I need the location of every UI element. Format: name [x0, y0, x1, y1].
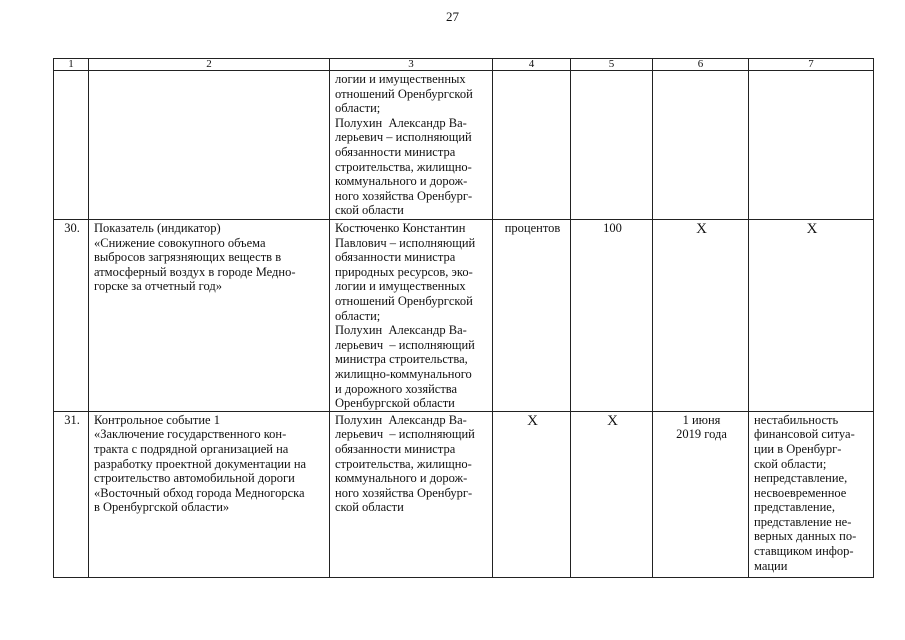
- responsible-cell: Костюченко Константин Павлович – исполняющий обязанности министра природных ресурсов, эко- логии и имущественных отношений Оренбургской области; Полухин Александр Ва- лерьевич – исполняющий министра строительства, жилищно-коммунального и дорожного хозяйства Оренбургской области: [330, 220, 493, 412]
- header-cell: 6: [653, 59, 749, 71]
- x-mark: Х: [806, 221, 818, 237]
- row-number-cell: [54, 71, 89, 220]
- item-name-cell: [89, 71, 330, 220]
- value-cell: [571, 71, 653, 220]
- value-cell: [571, 411, 653, 577]
- table-header-row: [54, 59, 874, 71]
- unit-cell: процентов: [493, 220, 571, 412]
- table-row: [54, 71, 874, 220]
- x-mark: Х: [607, 412, 618, 429]
- header-cell: 1: [54, 59, 89, 71]
- page-number: 27: [446, 9, 459, 24]
- header-cell: 3: [330, 59, 493, 71]
- header-cell: 7: [749, 59, 874, 71]
- unit-cell: [493, 411, 571, 577]
- risk-cell: [749, 71, 874, 220]
- header-cell: 2: [89, 59, 330, 71]
- header-cell: 4: [493, 59, 571, 71]
- table-row: [54, 220, 874, 412]
- row-number-cell: 31.: [54, 411, 89, 577]
- unit-cell: [493, 71, 571, 220]
- responsible-cell: логии и имущественных отношений Оренбургской области; Полухин Александр Ва- лерьевич – исполняющий обязанности министра строительства, жилищно- коммунального и дорож- ного хозяйства Оренбург- ской области: [330, 71, 493, 220]
- date-cell: [653, 71, 749, 220]
- date-cell: [653, 220, 749, 412]
- risk-cell: нестабильность финансовой ситуа- ции в Оренбург- ской области; непредставление, несвоевременное представление, представление не- верных данных по- ставщиком инфор- мации: [749, 411, 874, 577]
- risk-cell: [749, 220, 874, 412]
- date-cell: 1 июня 2019 года: [653, 411, 749, 577]
- row-number-cell: 30.: [54, 220, 89, 412]
- x-mark: Х: [527, 412, 538, 429]
- value-cell: 100: [571, 220, 653, 412]
- responsible-cell: Полухин Александр Ва- лерьевич – исполняющий обязанности министра строительства, жилищно- коммунального и дорож- ного хозяйства Оренбург- ской области: [330, 411, 493, 577]
- item-name-cell: Контрольное событие 1 «Заключение государственного кон- тракта с подрядной организацией на разработку проектной документации на строительство автомобильной дороги «Восточный обход города Медногорска в Оренбургской области»: [89, 411, 330, 577]
- header-cell: 5: [571, 59, 653, 71]
- document-table: [53, 58, 874, 578]
- table-row: [54, 411, 874, 577]
- x-mark: Х: [696, 221, 707, 237]
- item-name-cell: Показатель (индикатор) «Снижение совокупного объема выбросов загрязняющих веществ в атмосферный воздух в городе Медно- горске за отчетный год»: [89, 220, 330, 412]
